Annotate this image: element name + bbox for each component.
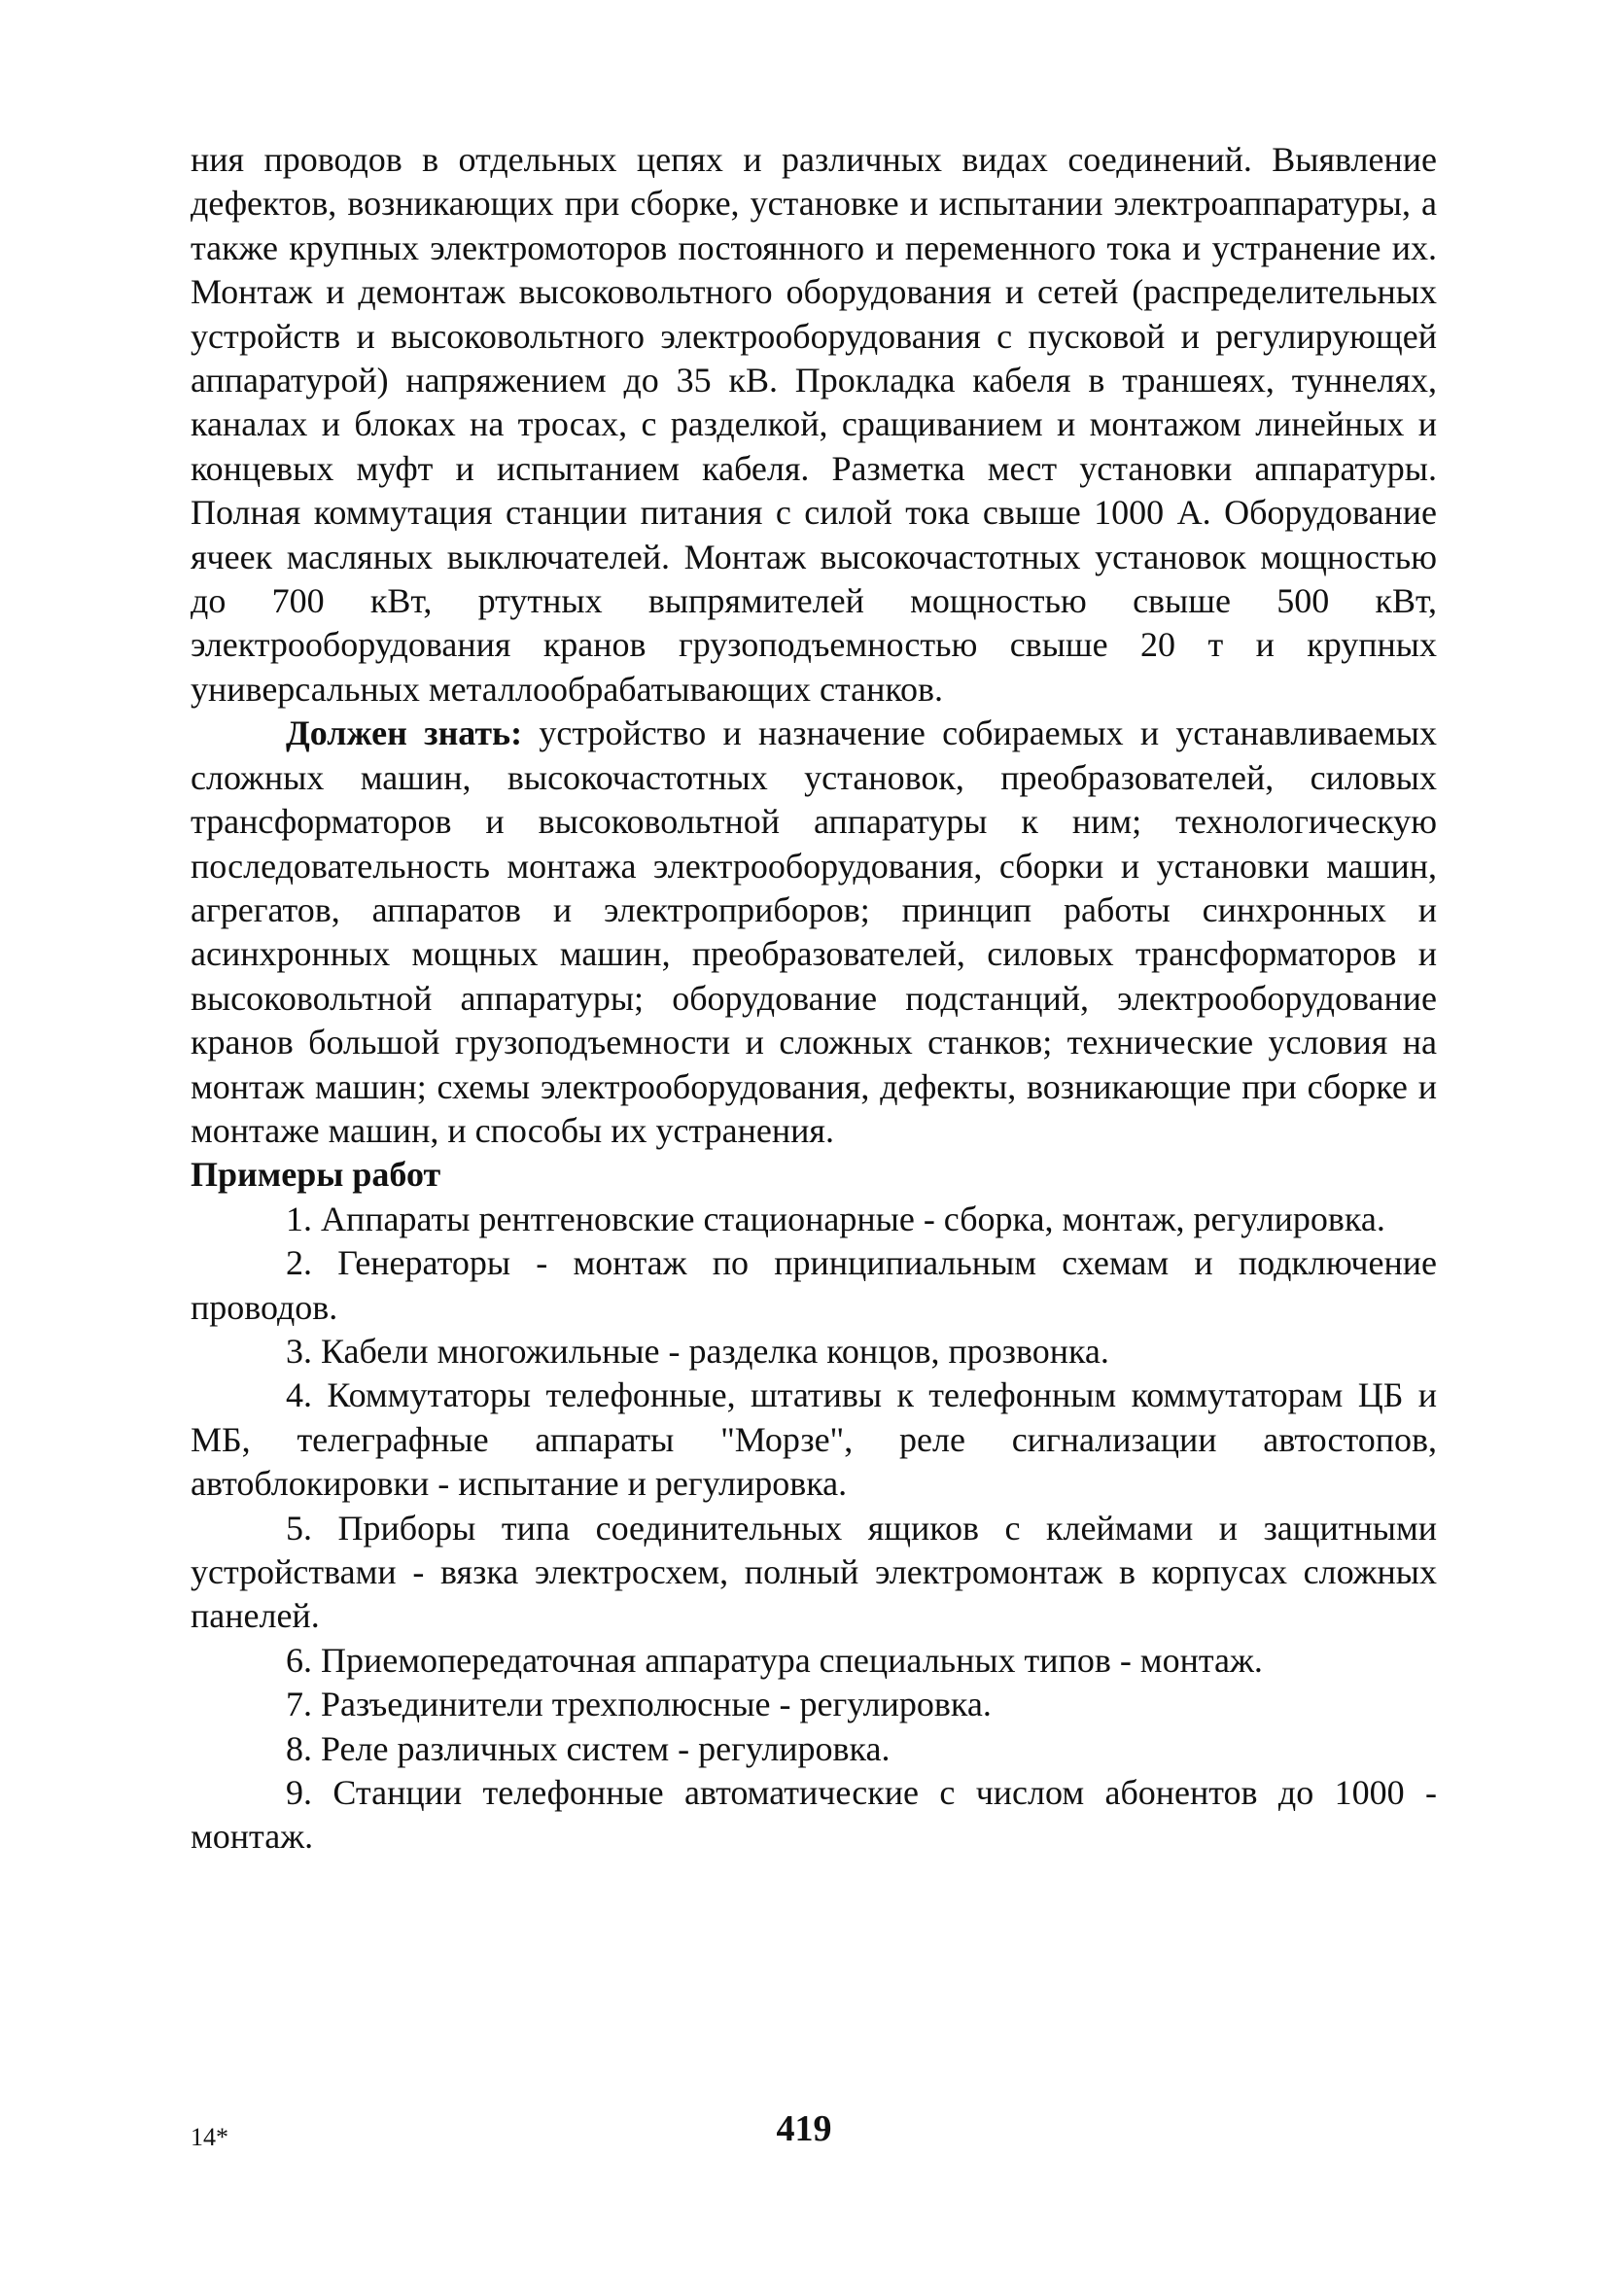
must-know-paragraph (191, 712, 1437, 1153)
page-number: 419 (776, 2108, 832, 2149)
body-text (191, 138, 1437, 1860)
example-item-7: 7. Разъединители трехполюсные - регулировка. (286, 1685, 992, 1724)
must-know-label: Должен знать: (286, 713, 523, 753)
example-item-2: 2. Генераторы - монтаж по принципиальным схемам и подключение проводов. (191, 1243, 1437, 1327)
example-item-8: 8. Реле различных систем - регулировка. (286, 1728, 891, 1768)
example-item-1: 1. Аппараты рентгеновские стационарные - сборка, монтаж, регулировка. (286, 1199, 1385, 1238)
example-item-4: 4. Коммутаторы телефонные, штативы к телефонным коммутаторам ЦБ и МБ, телеграфные аппараты "Морзе", реле сигнализации автостопов, автоблокировки - испытание и регулировка. (191, 1375, 1437, 1504)
example-item-5: 5. Приборы типа соединительных ящиков с клеймами и защитными устройствами - вязка электросхем, полный электромонтаж в корпусах сложных панелей. (191, 1508, 1437, 1636)
examples-heading: Примеры работ (191, 1155, 441, 1195)
example-item-6: 6. Приемопередаточная аппаратура специальных типов - монтаж. (286, 1640, 1263, 1680)
example-item-9: 9. Станции телефонные автоматические с числом абонентов до 1000 - монтаж. (191, 1773, 1437, 1857)
example-item-3: 3. Кабели многожильные - разделка концов, прозвонка. (286, 1331, 1109, 1371)
paragraph-continuation: ния проводов в отдельных цепях и различных видах соединений. Выявление дефектов, возникающих при сборке, установке и испытании электроаппаратуры, а также крупных электромоторов постоянного и переменного тока и устранение их. Монтаж и демонтаж высоковольтного оборудования и сетей (распределительных устройств и высоковольтного электрооборудования с пусковой и регулирующей аппаратурой) напряжением до 35 кВ. Прокладка кабеля в траншеях, туннелях, каналах и блоках на тросах, с разделкой, сращиванием и монтажом линейных и концевых муфт и испытанием кабеля. Разметка мест установки аппаратуры. Полная коммутация станции питания с силой тока свыше 1000 А. Оборудование ячеек масляных выключателей. Монтаж высокочастотных установок мощностью до 700 кВт, ртутных выпрямителей мощностью свыше 500 кВт, электрооборудования кранов грузоподъемностью свыше 20 т и крупных универсальных металлообрабатывающих станков. (191, 140, 1437, 709)
signature-mark: 14* (191, 2123, 228, 2151)
must-know-text: устройство и назначение собираемых и устанавливаемых сложных машин, высокочастотных установок, преобразователей, силовых трансформаторов и высоковольтной аппаратуры к ним; технологическую последовательность монтажа электрооборудования, сборки и установки машин, агрегатов, аппаратов и электроприборов; принцип работы синхронных и асинхронных мощных машин, преобразователей, силовых трансформаторов и высоковольтной аппаратуры; оборудование подстанций, электрооборудование кранов большой грузоподъемности и сложных станков; технические условия на монтаж машин; схемы электрооборудования, дефекты, возникающие при сборке и монтаже машин, и способы их устранения. (191, 713, 1437, 1150)
